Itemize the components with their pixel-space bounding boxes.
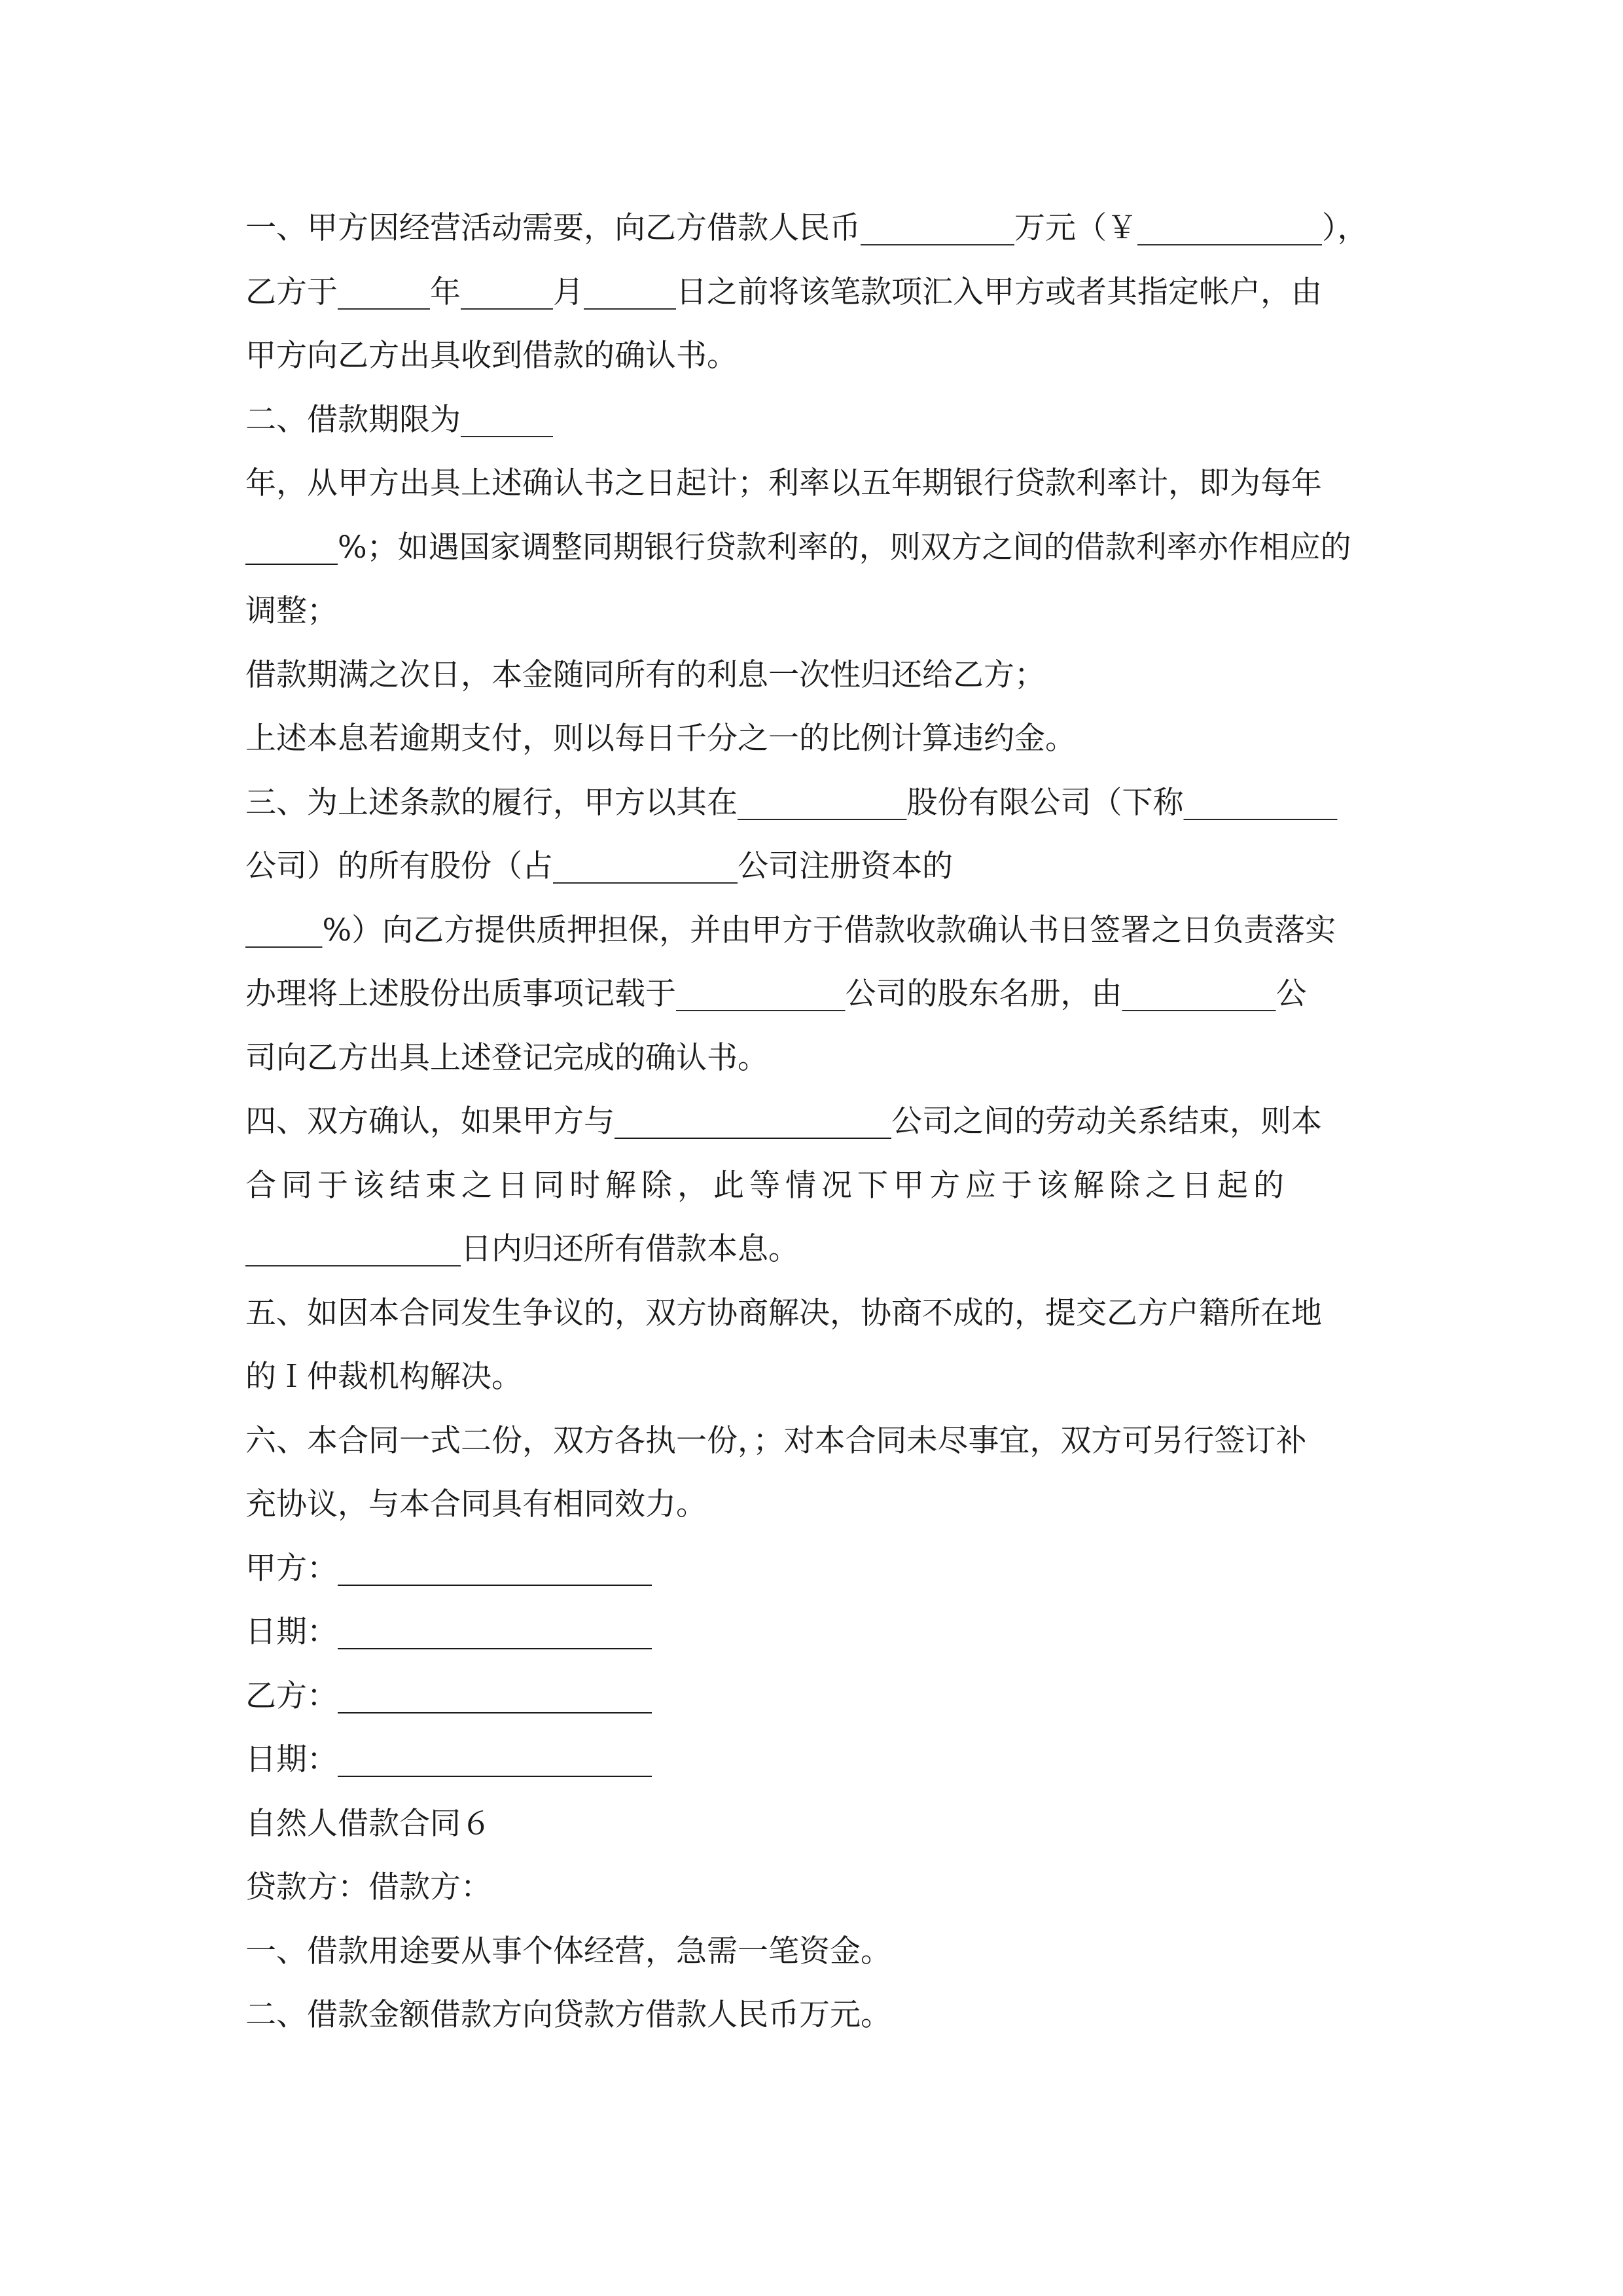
signature-blank xyxy=(338,1712,652,1713)
clause-3-line-3: _____%）向乙方提供质押担保，并由甲方于借款收款确认书日签署之日负责落实 xyxy=(245,912,1336,948)
signature-blank xyxy=(338,1585,652,1586)
clause-2-line-3: ______%；如遇国家调整同期银行贷款利率的，则双方之间的借款利率亦作相应的 xyxy=(245,529,1351,565)
document-body xyxy=(245,196,1384,2047)
item-2: 二、借款金额借款方向贷款方借款人民币万元。 xyxy=(245,1997,891,2033)
clause-2-line-6: 上述本息若逾期支付，则以每日千分之一的比例计算违约金。 xyxy=(245,721,1076,757)
signature-label: 甲方： xyxy=(245,1550,338,1587)
clause-6-line-1: 六、本合同一式二份，双方各执一份，；对本合同未尽事宜，双方可另行签订补 xyxy=(245,1422,1307,1459)
clause-4-line-1: 四、双方确认，如果甲方与__________________公司之间的劳动关系结束，则本 xyxy=(245,1103,1322,1139)
clause-6-line-2: 充协议，与本合同具有相同效力。 xyxy=(245,1486,707,1522)
clause-1-line-2: 乙方于______年______月______日之前将该笔款项汇入甲方或者其指定帐户，由 xyxy=(245,274,1322,310)
signature-date-a xyxy=(245,1600,1384,1664)
clause-2-line-1: 二、借款期限为______ xyxy=(245,401,553,438)
clause-5-line-2: 的Ｉ仲裁机构解决。 xyxy=(245,1359,522,1395)
signature-label: 日期： xyxy=(245,1742,338,1778)
signature-date-b xyxy=(245,1728,1384,1792)
clause-1-line-3: 甲方向乙方出具收到借款的确认书。 xyxy=(245,338,738,374)
signature-blank xyxy=(338,1648,652,1649)
clause-2-line-2: 年，从甲方出具上述确认书之日起计；利率以五年期银行贷款利率计，即为每年 xyxy=(245,465,1322,501)
clause-3-line-4: 办理将上述股份出质事项记载于___________公司的股东名册，由__________公 xyxy=(245,976,1307,1012)
clause-3-line-2: 公司）的所有股份（占____________公司注册资本的 xyxy=(245,848,953,884)
signature-label: 日期： xyxy=(245,1614,338,1650)
signature-label: 乙方： xyxy=(245,1677,338,1714)
clause-2-line-4: 调整； xyxy=(245,593,338,629)
clause-3-line-5: 司向乙方出具上述登记完成的确认书。 xyxy=(245,1039,768,1076)
clause-3-line-1: 三、为上述条款的履行，甲方以其在___________股份有限公司（下称__________ xyxy=(245,784,1338,821)
signature-party-b xyxy=(245,1664,1384,1729)
clause-1-line-1: 一、甲方因经营活动需要，向乙方借款人民币__________万元（￥____________）， xyxy=(245,210,1368,246)
clause-2-line-5: 借款期满之次日，本金随同所有的利息一次性归还给乙方； xyxy=(245,656,1045,693)
clause-4-line-2: 合同于该结束之日同时解除，此等情况下甲方应于该解除之日起的 xyxy=(245,1167,1289,1204)
signature-party-a xyxy=(245,1537,1384,1601)
clause-5-line-1: 五、如因本合同发生争议的，双方协商解决，协商不成的，提交乙方户籍所在地 xyxy=(245,1295,1322,1331)
item-1: 一、借款用途要从事个体经营，急需一笔资金。 xyxy=(245,1933,891,1969)
parties-line: 贷款方：借款方： xyxy=(245,1869,491,1905)
clause-4-line-3: ______________日内归还所有借款本息。 xyxy=(245,1231,799,1267)
signature-blank xyxy=(338,1776,652,1777)
section-title: 自然人借款合同６ xyxy=(245,1805,491,1842)
